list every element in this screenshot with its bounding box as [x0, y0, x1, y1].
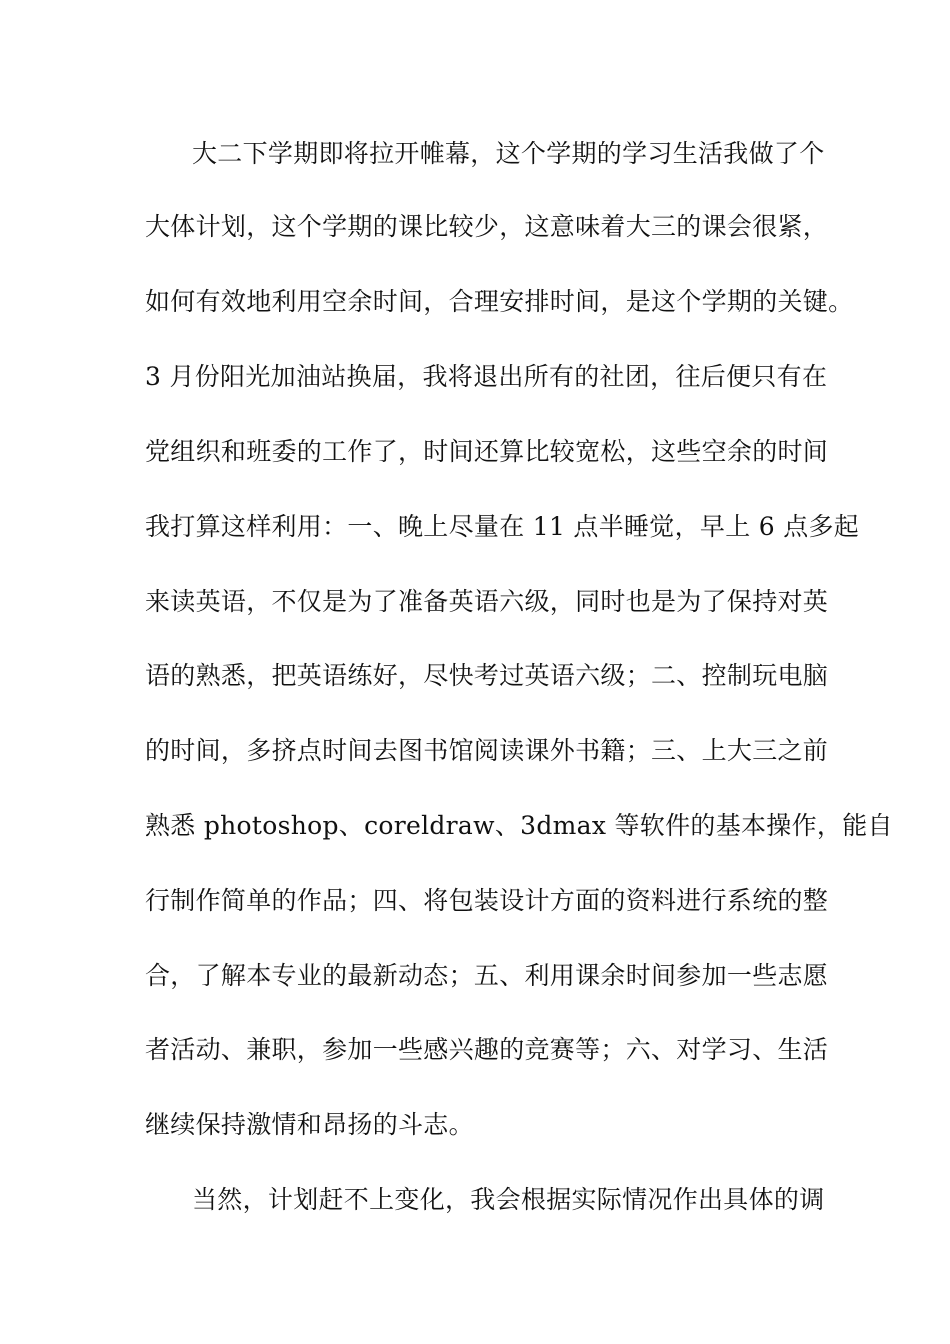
paragraph-1-line-13: 者活动、兼职，参加一些感兴趣的竞赛等；六、对学习、生活 — [145, 1035, 829, 1064]
paragraph-1-line-9: 的时间，多挤点时间去图书馆阅读课外书籍；三、上大三之前 — [145, 736, 829, 765]
paragraph-1-line-4: 3 月份阳光加油站换届，我将退出所有的社团，往后便只有在 — [145, 362, 828, 391]
paragraph-1-line-10: 熟悉 photoshop、coreldraw、3dmax 等软件的基本操作，能自 — [145, 811, 893, 840]
paragraph-1-line-3: 如何有效地利用空余时间，合理安排时间，是这个学期的关键。 — [145, 287, 854, 316]
paragraph-1-line-12: 合，了解本专业的最新动态；五、利用课余时间参加一些志愿 — [145, 961, 829, 990]
paragraph-1-line-1: 大二下学期即将拉开帷幕，这个学期的学习生活我做了个 — [192, 139, 825, 168]
paragraph-1-line-14: 继续保持激情和昂扬的斗志。 — [145, 1110, 474, 1139]
paragraph-1-line-6: 我打算这样利用：一、晚上尽量在 11 点半睡觉，早上 6 点多起 — [145, 512, 860, 541]
paragraph-1-line-2: 大体计划，这个学期的课比较少，这意味着大三的课会很紧， — [145, 212, 829, 241]
paragraph-2-line-1: 当然，计划赶不上变化，我会根据实际情况作出具体的调 — [192, 1185, 825, 1214]
paragraph-1-line-11: 行制作简单的作品；四、将包装设计方面的资料进行系统的整 — [145, 886, 829, 915]
paragraph-1-line-8: 语的熟悉，把英语练好，尽快考过英语六级；二、控制玩电脑 — [145, 661, 829, 690]
paragraph-1-line-5: 党组织和班委的工作了，时间还算比较宽松，这些空余的时间 — [145, 437, 829, 466]
paragraph-1-line-7: 来读英语，不仅是为了准备英语六级，同时也是为了保持对英 — [145, 587, 829, 616]
